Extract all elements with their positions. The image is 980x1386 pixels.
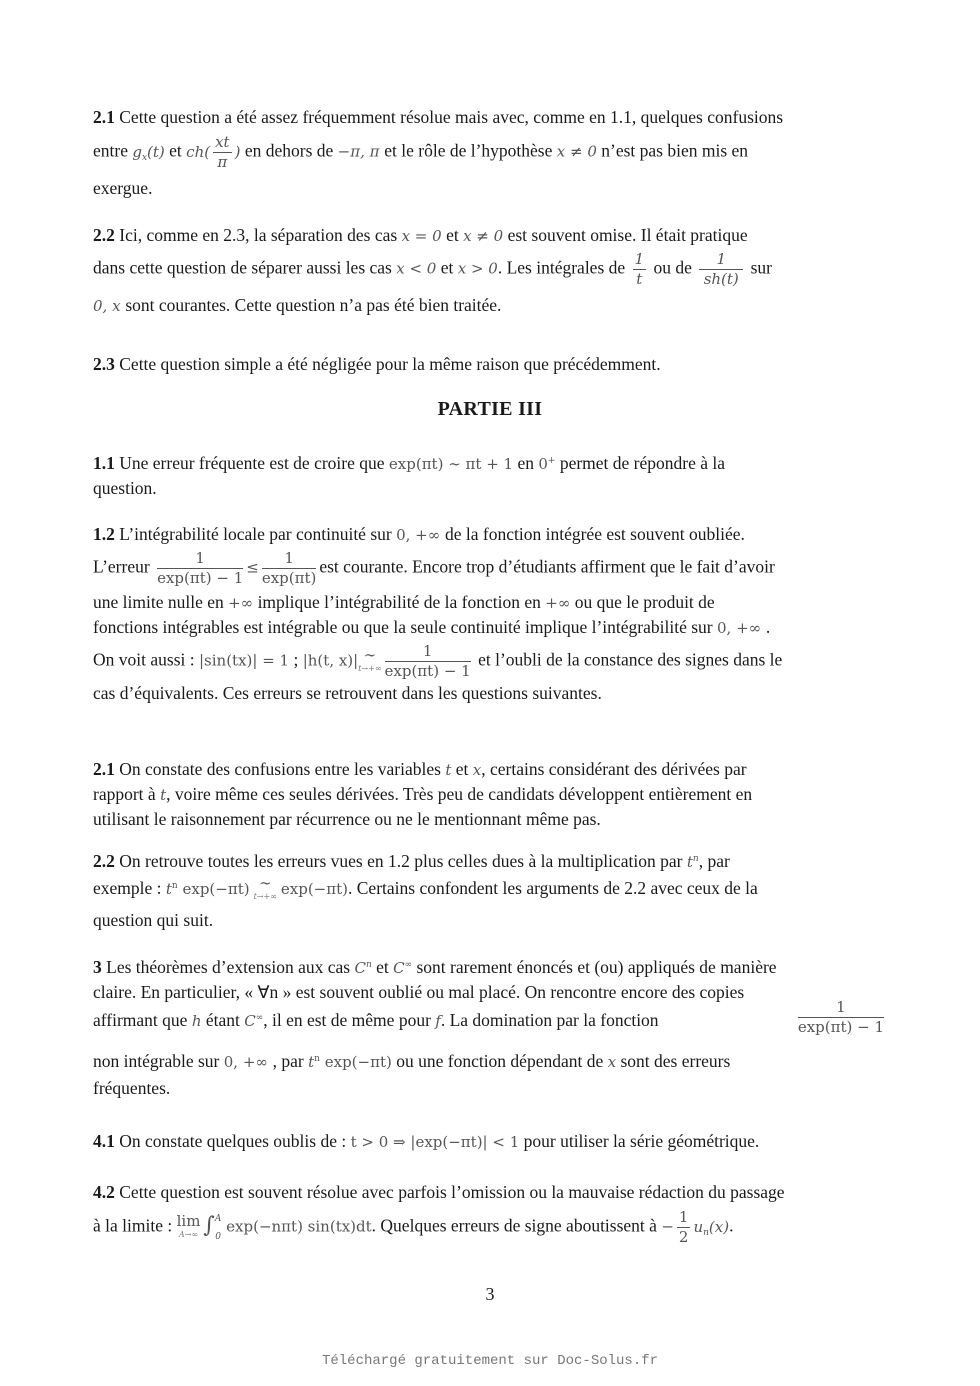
math: $t^n$ exp(−πt) (308, 1053, 392, 1071)
line: utilisant le raisonnement par récurrence ou ne le mentionnant même pas. (93, 809, 601, 829)
item-number: 4.2 (93, 1182, 115, 1202)
text: en dehors de (240, 140, 338, 161)
item-number: 1.2 (93, 524, 115, 544)
math: − (661, 1217, 674, 1236)
math: exp(−πt) (280, 880, 348, 898)
text: entre (93, 140, 133, 161)
paragraph-1-1: 1.1 Une erreur fréquente est de croire que exp(πt) ∼ πt + 1 en 0+ permet de répondre à la question. (93, 449, 887, 500)
fraction: $\frac{1}{t}$ (634, 250, 645, 288)
paragraph-2-1 (93, 105, 887, 200)
fraction: $\frac{1}{sh(t)}$ (699, 250, 743, 289)
item-number: 2.3 (93, 354, 115, 374)
footer-watermark: Téléchargé gratuitement sur Doc-Solus.fr (321, 1353, 659, 1369)
math: x ≠ 0 (463, 227, 504, 245)
item-number: 2.2 (93, 225, 115, 245)
text: et le rôle de l’hypothèse (384, 140, 557, 161)
line: exergue. (93, 178, 153, 198)
math: +∞ (228, 594, 254, 612)
line: question. (93, 478, 157, 498)
line: 2.2 Ici, comme en 2.3, la séparation des cas x = 0 et x ≠ 0 est souvent omise. Il était pratique (93, 225, 748, 245)
page-number: 3 (485, 1284, 495, 1304)
math: $t^n$ exp(−πt) (165, 880, 250, 898)
math: 0, +∞ (717, 619, 766, 637)
math: x > 0 (457, 259, 498, 278)
math: t (445, 761, 452, 779)
line (93, 133, 887, 172)
math: x (472, 761, 482, 779)
fraction: $\frac{1}{\exp(\pi t) - 1}$ (384, 642, 471, 680)
math: t > 0 ⇒ |exp(−πt)| < 1 (350, 1133, 520, 1151)
line: 4.2 Cette question est souvent résolue avec parfois l’omission ou la mauvaise rédaction du passage (93, 1182, 785, 1202)
equivalent-symbol: ∼ t→+∞ (358, 645, 382, 673)
item-number: 2.2 (93, 851, 115, 871)
integral: ∫ (203, 1212, 215, 1238)
item-number: 2.1 (93, 759, 115, 779)
math: x ≠ 0 (556, 142, 597, 161)
math: $t^n$ (686, 853, 699, 871)
paragraph-4-1: 4.1 On constate quelques oublis de : t > 0 ⇒ |exp(−πt)| < 1 pour utiliser la série géométrique. (93, 1131, 760, 1151)
fraction: $\frac{1}{2}$ (678, 1208, 689, 1246)
math: $g_x(t)$ (132, 142, 165, 163)
line: question qui suit. (93, 909, 214, 930)
math: $C^n$ (354, 959, 372, 977)
math: ch( $\frac{xt}{\pi}$ ) (186, 133, 241, 171)
math: exp(πt) ∼ πt + 1 (388, 455, 514, 473)
paragraph-4-2: 4.2 Cette question est souvent résolue avec parfois l’omission ou la mauvaise rédaction du passage à la limite : lim A→∞ ∫ A 0 exp(−nπt) sin(tx)dt. Quelques erreurs de signe aboutissent à − $\frac{1}{2}$ $u_n(x)$. (93, 1180, 887, 1247)
math: x (607, 1053, 617, 1071)
math: x < 0 (396, 259, 437, 278)
paragraph-2-2-partie-iii: 2.2 On retrouve toutes les erreurs vues en 1.2 plus celles dues à la multiplication par $t^n$, par exemple : $t^n$ exp(−πt) ∼ t→+∞ exp(−πt). Certains confondent les arguments de 2.2 avec ceux de la question qui suit. (93, 847, 887, 932)
item-number: 3 (93, 957, 102, 977)
math: h (191, 1012, 202, 1030)
text: n’est pas bien mis en (596, 140, 749, 161)
fraction: $\frac{1}{\exp(\pi t)}$ (261, 549, 317, 587)
text: et (164, 140, 187, 161)
line: fréquentes. (93, 1078, 171, 1098)
section-heading: PARTIE III (437, 398, 543, 420)
text: Cette question a été assez fréquemment résolue mais avec, comme en 1.1, quelques confusions (114, 107, 784, 127)
math: C∞ (393, 959, 413, 977)
text: Cette question simple a été négligée pour la même raison que précédemment. (114, 354, 661, 374)
math: |sin(tx)| = 1 (198, 651, 290, 670)
paragraph-2-2 (93, 223, 887, 318)
math: +∞ (545, 594, 571, 612)
math: t (160, 786, 167, 804)
math: |h(t, x)| (302, 651, 359, 670)
line (93, 105, 887, 129)
math: f (435, 1012, 441, 1030)
math: −π, π (337, 142, 385, 161)
fraction: $\frac{1}{\exp(\pi t) - 1}$ (157, 549, 244, 587)
paragraph-2-1-partie-iii: 2.1 On constate des confusions entre les variables t et x, certains considérant des dérivées par rapport à t, voire même ces seules dérivées. Très peu de candidats développent entièrement en utilisant le raisonnement par récurrence ou ne le mentionnant même pas. (93, 757, 887, 831)
math: 0, +∞ (396, 526, 446, 544)
line: 0, x sont courantes. Cette question n’a pas été bien traitée. (93, 295, 502, 315)
math: 0, x (93, 297, 126, 315)
item-number: 1.1 (93, 453, 115, 473)
line: claire. En particulier, « ∀n » est souvent oublié ou mal placé. On rencontre encore des copies (93, 982, 745, 1002)
line: cas d’équivalents. Ces erreurs se retrouvent dans les questions suivantes. (93, 683, 602, 703)
math: x = 0 (401, 227, 442, 245)
fraction: $\frac{1}{\exp(\pi t) - 1}$ (797, 998, 884, 1036)
math: 0+ (538, 455, 556, 473)
math: C∞ (244, 1012, 264, 1030)
integral-bounds: A 0 (214, 1213, 222, 1242)
math: exp(−nπt) sin(tx)dt (221, 1217, 372, 1236)
limit: lim A→∞ (176, 1211, 201, 1239)
item-number: 4.1 (93, 1131, 115, 1151)
math: $u_n(x)$ (693, 1217, 730, 1238)
equivalent-symbol: ∼ t→+∞ (253, 873, 277, 901)
math: ≤ (246, 558, 259, 577)
paragraph-1-2: 1.2 L’intégrabilité locale par continuité sur 0, +∞ de la fonction intégrée est souvent oubliée. L’erreur $\frac{1}{\exp(\pi t) - 1}$ ≤ $\frac{1}{\exp(\pi t)}$ est courante. Encore trop d’étudiants affirment que le fait d’avoir une limite nulle en +∞ implique l’intégrabilité de la fonction en +∞ ou que le produit de fonctions intégrables est intégrable ou que la seule continuité implique l’intégrabilité sur 0, +∞ . On voit aussi : |sin(tx)| = 1 ; |h(t, x)| ∼ t→+∞ $\frac{1}{\exp(\pi t) - 1}$ et l’oubli de la constance des signes dans le cas d’équivalents. Ces erreurs se retrouvent dans les questions suivantes. (93, 522, 887, 705)
paragraph-2-3 (93, 352, 887, 376)
fraction: $\frac{xt}{\pi}$ (215, 133, 230, 171)
item-number: 2.1 (93, 107, 115, 127)
math: 0, +∞ (223, 1053, 273, 1071)
line: dans cette question de séparer aussi les cas x < 0 et x > 0. Les intégrales de $\frac{1}{t}$ ou de $\frac{1}{sh(t)}$ sur (93, 250, 772, 288)
paragraph-3: 3 Les théorèmes d’extension aux cas $C^n$ et C∞ sont rarement énoncés et (ou) appliqués de manière claire. En particulier, « ∀n » est souvent oublié ou mal placé. On rencontre encore des copies affirmant que h étant C∞, il en est de même pour f. La domination par la fonction $\frac{1}{\exp(\pi t) - 1}$ non intégrable sur 0, +∞ , par $t^n$ exp(−πt) ou une fonction dépendant de x sont des erreurs fréquentes. (93, 953, 887, 1100)
